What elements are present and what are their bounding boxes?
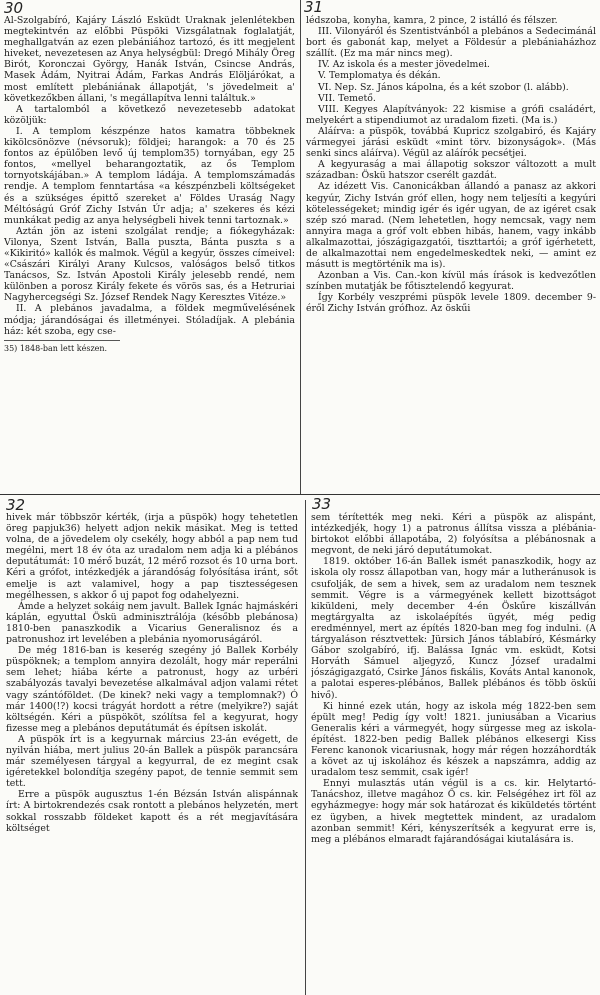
page-number-30: 30 [4,0,24,17]
paragraph: Így Korbély veszprémi püspök levele 1809. december 9-éről Zichy István grófhoz. Az öskűi [306,292,596,315]
page-number-32: 32 [6,496,26,514]
paragraph: IV. Az iskola és a mester jövedelmei. [318,59,490,71]
paragraph: lédszoba, konyha, kamra, 2 pince, 2 istálló és félszer. [306,15,558,26]
paragraph: Erre a püspök augusztus 1-én Bézsán István alispánnak írt: A birtokrendezés csak rontott a plebános helyzetén, mert sokkal rosszabb földeket kapott és a rét megjavítására költséget [6,789,298,834]
paragraph: A püspök írt is a kegyurnak március 23-án evégett, de nyilván hiába, mert julius 20-án Ballek a püspök parancsára már személyesen tárgyal a kegyurral, de ez megint csak igéretekkel bolondítja szegény papot, de tennie semmit sem tett. [6,733,298,790]
column-page-30 [4,15,295,493]
paragraph: Aztán jön az isteni szolgálat rendje; a fiókegyházak: Vilonya, Szent István, Balla puszta, Bánta puszta s a «Kikiritó» kallók és malmok. Végül a kegyúr, összes címeivel: «Császári Királyi Arany Kulcsos, valóságos belső titkos Tanácsos, Sz. István Apostoli Király jelesebb rendé, nem különben a porosz Király fekete és vörös sas, és a Hetruriai Nagyhercegségi Sz. József Rendek Nagy Keresztes Vitéze.» [4,225,295,304]
paragraph: II. A plebános javadalma, a földek megművelésének módja; járandóságai és illetményei. Stóladíjak. A plebánia ház: két szoba, egy cse- [4,303,295,337]
paragraph: I. A templom készpénze hatos kamatra többeknek kikölcsönözve (névsoruk); földjei; harangok: a 70 és 25 fontos az épülőben levő új templom35) tornyában, egy 25 fontos, «mellyel beharangoztatik, az ős Templom tornyotskájában.» A templom ládája. A templomszámadás rendje. A templom fenntartása «a készpénzbeli költségeket és a szükséges épittő szereket a' Földes Uraság Nagy Méltóságú Gróf Zichy István Úr adja; a' szekeres és kézi munkákat pedig az anya helységbeli hivek tenni tartoznak.» [4,125,295,226]
paragraph: A tartalomból a következő nevezetesebb adatokat közöljük: [4,103,295,126]
footnote: 35) 1848-ban lett készen. [4,343,108,353]
paragraph: A kegyuraság a mai állapotig sokszor változott a mult században: Öskü hatszor cserélt gazdát. [306,159,596,182]
paragraph: VIII. Kegyes Alapítványok: 22 kismise a grófi családért, melyekért a stipendiumot az uradalom fizeti. (Ma is.) [306,103,596,126]
paragraph: hivek már többször kérték, (irja a püspök) hogy tehetetlen öreg papjuk36) helyett adjon nekik másikat. Meg is tetted volna, de a jövedelem oly csekély, hogy abból a pap nem tud megélni, mert 18 év óta az uradalom nem adja ki a plébános deputátumát: 10 mérő buzát, 12 mérő rozsot és 10 urna bort. Kéri a grófot, intézkedjék a járandóság folyósítása iránt, sőt emelje is azt valamivel, hogy a pap tisztességesen megélhessen, s akkor ő uj papot fog odahelyezni. [6,512,298,601]
paragraph: Ámde a helyzet sokáig nem javult. Ballek Ignác hajmáskéri káplán, egyuttal Öskü adminisztrálója (később plebánosa) 1810-ben panaszkodik a Vicarius Generalisnoz és a patronushoz irt levelében a plebánia nyomoruságáról. [6,600,298,646]
footnote-rule [4,340,120,341]
page-number-33: 33 [312,495,332,513]
paragraph: Al-Szolgabíró, Kajáry László Esküdt Uraknak jelenlétekben megtekintvén az előbbi Püspöki Vizsgálatnak foglalatját, meghallgatván az ezen plebániához tartozó, és itt megjelent hiveket, nevezetesen az Anya helységbül: Dregó Mihály Öreg Birót, Koronczai György, Hanák István, Csincse András, Masek Ádám, Nyitrai Ádám, Farkas András Elöljárókat, a most említett plebániának állapotját, 's jövedelmeit a' következőkben állani, 's megállapítva lenni találtuk.» [4,15,295,104]
column-page-32 [6,512,298,993]
page-number-31: 31 [304,0,324,16]
column-page-31 [306,15,596,493]
paragraph: VI. Nep. Sz. János kápolna, és a két szobor (l. alább). [318,81,569,93]
horizontal-divider [0,494,600,495]
paragraph: V. Templomatya és dékán. [318,70,441,82]
column-page-33 [311,512,596,993]
vertical-divider-top [300,0,301,495]
paragraph: Aláírva: a püspök, továbbá Kupricz szolgabiró, és Kajáry vármegyei járási esküdt «mint törv. bizonyságok». (Más senki sincs aláírva). Végül az aláírók pecsétjei. [306,125,596,160]
paragraph: Az idézett Vis. Canonicákban állandó a panasz az akkori kegyúr, Zichy István gróf ellen, hogy nem teljesíti a kegyúri kötelességeket; mindig igér és igér ugyan, de az igéret csak szép szó marad. (Nem lehetetlen, hogy nemcsak, vagy nem annyira maga a gróf volt ebben hibás, hanem, vagy inkább alkalmazottai, jószágigazgatói, tiszttartói; a gróf igérhetett, de alkalmazottai nem engedelmeskedtek neki, — amint ez másutt is megtörténik ma is). [306,181,596,271]
paragraph: III. Vilonyáról és Szentistvánból a plebános a Sedecimánál bort és gabonát kap, melyet a Földesúr a plebániaházhoz szállít. (Ez ma már nincs meg). [306,26,596,60]
vertical-divider-bottom [305,500,306,995]
paragraph: Ki hinné ezek után, hogy az iskola még 1822-ben sem épült meg! Pedig így volt! 1821. juniusában a Vicarius Generalis kéri a vármegyét, hogy sürgesse meg az iskola-építést. 1822-ben pedig Ballek plébános elkesergi Kiss Ferenc kanonok vicariusnak, hogy már régen hozzáhordták a követ az uj iskolához és készek a napszámra, addig az uradalom tesz semmit, csak igér! [311,700,596,779]
paragraph: sem térítették meg neki. Kéri a püspök az alispánt, intézkedjék, hogy 1) a patronus állítsa vissza a plébánia-birtokot előbbi állapotába, 2) folyósítsa a plébánosnak a megvont, de neki járó deputátumokat. [311,512,596,557]
paragraph: VII. Temető. [318,92,376,104]
paragraph: 1819. október 16-án Ballek ismét panaszkodik, hogy az iskola oly rossz állapotban van, hogy már a lutheránusok is csufolják, de sem a hivek, sem az uradalom nem tesznek semmit. Végre is a vármegyének kellett bizottságot kiküldeni, mely december 4-én Öskűre kiszállván megtárgyalta az iskolaépítés ügyét, még pedig eredménnyel, mert az építés 1820-ban meg fog indulni. (A tárgyaláson résztvettek: Jürsich János táblabíró, Késmárky Gábor szolgabíró, ifj. Balássa Ignác vm. esküdt, Kotsi Horváth Sámuel aljegyző, Kuncz József uradalmi jószágigazgató, Csirke János fiskális, Kováts Antal kanonok, a palotai esperes-plébános, Ballek plébános és több öskűi hivő). [311,556,596,701]
paragraph: Azonban a Vis. Can.-kon kívül más írások is kedvezőtlen színben mutatják be főtisztelendő kegyurat. [306,270,596,293]
paragraph: Ennyi mulasztás után végül is a cs. kir. Helytartó-Tanácshoz, illetve magához Ő cs. kir. Felségéhez irt föl az egyházmegye: hogy már sok határozat és kiküldetés történt ez ügyben, a hivek megtettek mindent, az uradalom azonban semmit! Kéri, kényszerítsék a kegyurat erre is, meg a plébános elmaradt fajárandóságai kiutalására is. [311,778,596,845]
paragraph: De még 1816-ban is keserég szegény jó Ballek Korbély püspöknek; a templom annyira dezolált, hogy már reperálni sem lehet; hiába kérte a patronust, hogy az urbéri szabályozás tavalyi bevezetése alkalmával adjon valami rétet vagy szántóföldet. (De kinek? neki vagy a templomnak?) Ó már 1400(!?) kocsi trágyát hordott a rétre (melyikre?) saját költségén. Kéri a püspököt, szólítsa fel a kegyurat, hogy fizesse meg a plebános deputátumát és építsen iskolát. [6,645,298,734]
